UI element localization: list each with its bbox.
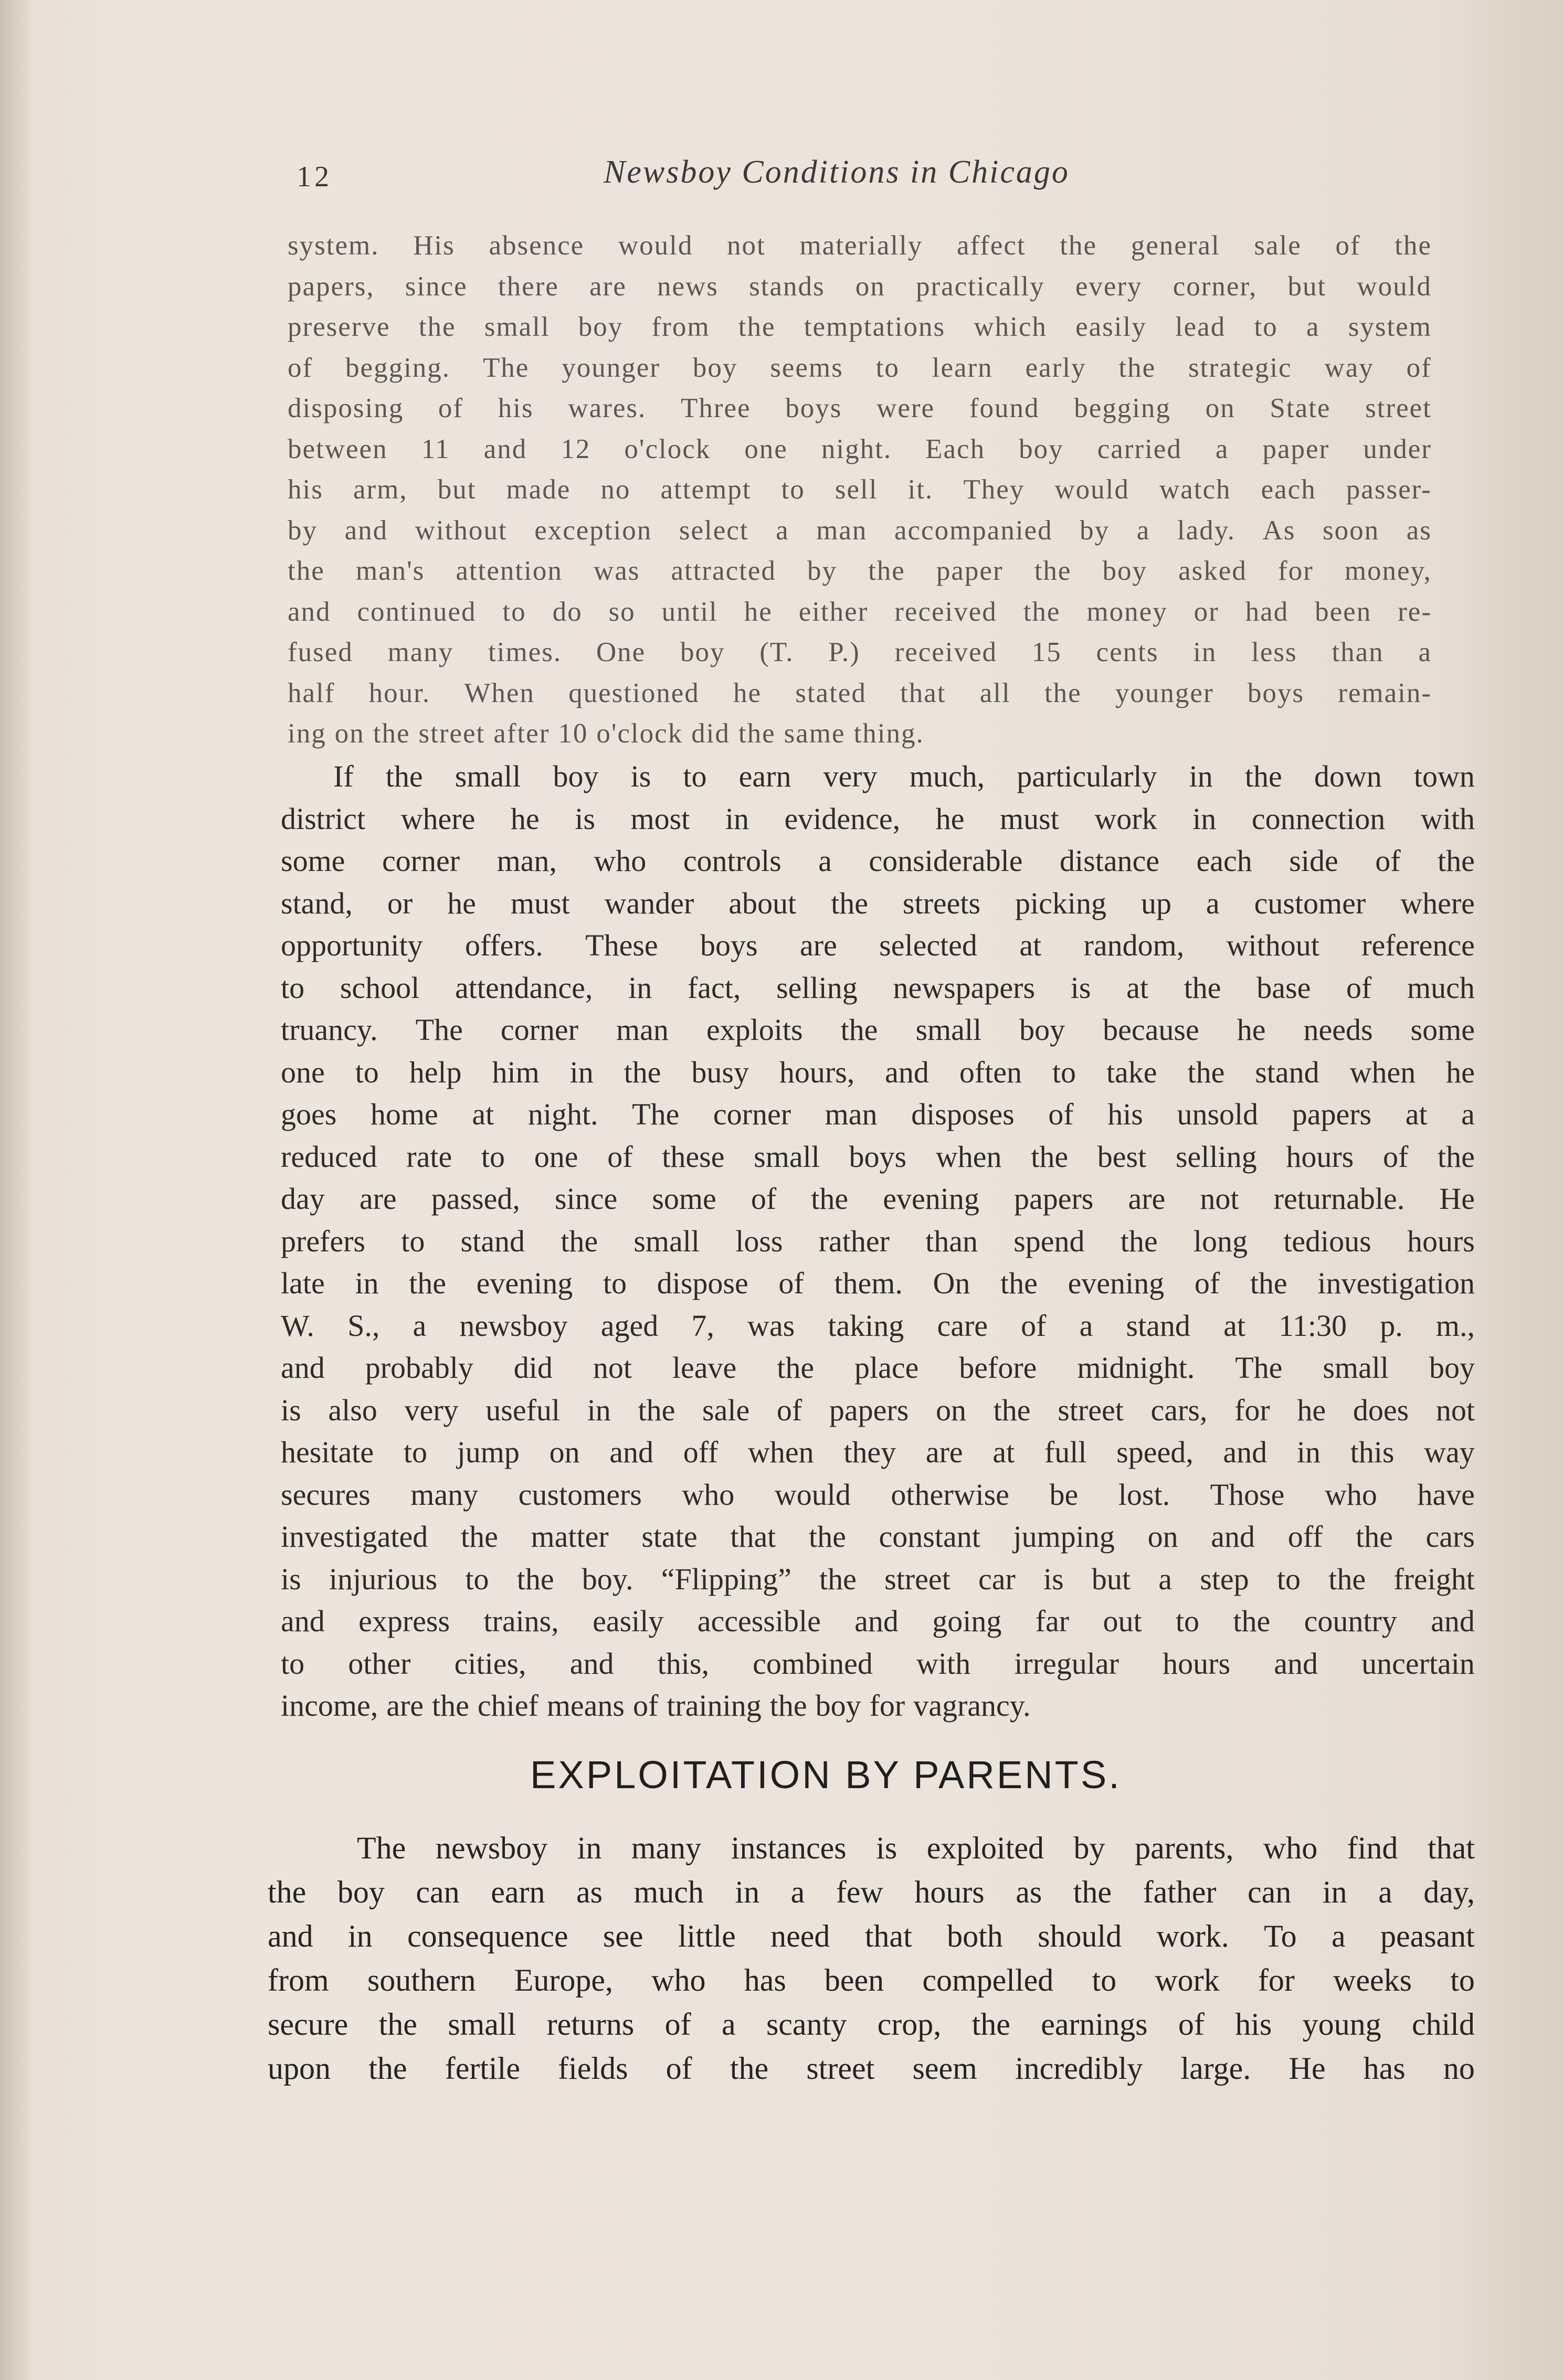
text-line: from southern Europe, who has been compelled to work for weeks to	[268, 1963, 1475, 1998]
page-spine-shadow	[0, 0, 31, 2380]
text-line: and express trains, easily accessible and going far out to the country and	[281, 1604, 1475, 1638]
paragraph-corner-man	[281, 756, 1493, 1727]
section-heading: EXPLOITATION BY PARENTS.	[530, 1753, 1122, 1797]
text-line: disposing of his wares. Three boys were found begging on State street	[288, 393, 1432, 423]
text-line: hesitate to jump on and off when they are at full speed, and in this way	[281, 1435, 1475, 1469]
text-line: is also very useful in the sale of papers on the street cars, for he does not	[281, 1393, 1475, 1427]
text-line: system. His absence would not materially affect the general sale of the	[288, 230, 1432, 261]
text-line: prefers to stand the small loss rather than spend the long tedious hours	[281, 1224, 1475, 1258]
text-line: income, are the chief means of training the boy for vagrancy.	[281, 1688, 1031, 1723]
text-line: some corner man, who controls a considerable distance each side of the	[281, 844, 1475, 878]
text-line: by and without exception select a man accompanied by a lady. As soon as	[288, 515, 1432, 546]
text-line: If the small boy is to earn very much, particularly in the down town	[333, 759, 1475, 793]
text-line: day are passed, since some of the evening papers are not returnable. He	[281, 1182, 1475, 1216]
text-line: one to help him in the busy hours, and often to take the stand when he	[281, 1055, 1475, 1089]
paragraph-continuation	[288, 226, 1500, 755]
text-line: truancy. The corner man exploits the small boy because he needs some	[281, 1013, 1475, 1047]
text-line: papers, since there are news stands on practically every corner, but would	[288, 271, 1432, 302]
text-line: and continued to do so until he either received the money or had been re-	[288, 596, 1432, 627]
text-line: the boy can earn as much in a few hours as the father can in a day,	[268, 1875, 1475, 1909]
text-line: ing on the street after 10 o'clock did the same thing.	[288, 718, 924, 749]
text-line: and in consequence see little need that both should work. To a peasant	[268, 1919, 1475, 1953]
text-line: and probably did not leave the place before midnight. The small boy	[281, 1351, 1475, 1385]
text-line: stand, or he must wander about the streets picking up a customer where	[281, 886, 1475, 920]
text-line: The newsboy in many instances is exploited by parents, who find that	[357, 1831, 1475, 1865]
text-line: goes home at night. The corner man disposes of his unsold papers at a	[281, 1097, 1475, 1131]
text-line: half hour. When questioned he stated that all the younger boys remain-	[288, 677, 1432, 708]
text-line: district where he is most in evidence, he must work in connection with	[281, 801, 1475, 836]
page-number: 12	[297, 161, 332, 193]
text-line: secures many customers who would otherwise be lost. Those who have	[281, 1477, 1475, 1512]
text-line: is injurious to the boy. “Flipping” the street car is but a step to the freight	[281, 1561, 1475, 1596]
text-line: late in the evening to dispose of them. On the evening of the investigation	[281, 1266, 1475, 1300]
text-line: preserve the small boy from the temptations which easily lead to a system	[288, 312, 1432, 342]
text-line: his arm, but made no attempt to sell it. They would watch each passer-	[288, 474, 1432, 505]
text-line: of begging. The younger boy seems to learn early the strategic way of	[288, 352, 1432, 383]
text-line: between 11 and 12 o'clock one night. Each boy carried a paper under	[288, 433, 1432, 464]
text-line: the man's attention was attracted by the paper the boy asked for money,	[288, 556, 1432, 586]
running-head-title: Newsboy Conditions in Chicago	[604, 154, 1070, 190]
text-line: investigated the matter state that the constant jumping on and off the cars	[281, 1520, 1475, 1554]
text-line: reduced rate to one of these small boys when the best selling hours of the	[281, 1139, 1475, 1174]
text-line: W. S., a newsboy aged 7, was taking care of a stand at 11:30 p. m.,	[281, 1308, 1475, 1343]
text-line: secure the small returns of a scanty crop, the earnings of his young child	[268, 2007, 1475, 2042]
text-line: fused many times. One boy (T. P.) received 15 cents in less than a	[288, 637, 1432, 667]
text-line: upon the fertile fields of the street seem incredibly large. He has no	[268, 2051, 1475, 2086]
text-line: opportunity offers. These boys are selected at random, without reference	[281, 928, 1475, 962]
text-line: to school attendance, in fact, selling newspapers is at the base of much	[281, 970, 1475, 1005]
text-line: to other cities, and this, combined with irregular hours and uncertain	[281, 1646, 1475, 1681]
running-head	[0, 150, 1563, 202]
paragraph-exploitation	[268, 1826, 1480, 2090]
